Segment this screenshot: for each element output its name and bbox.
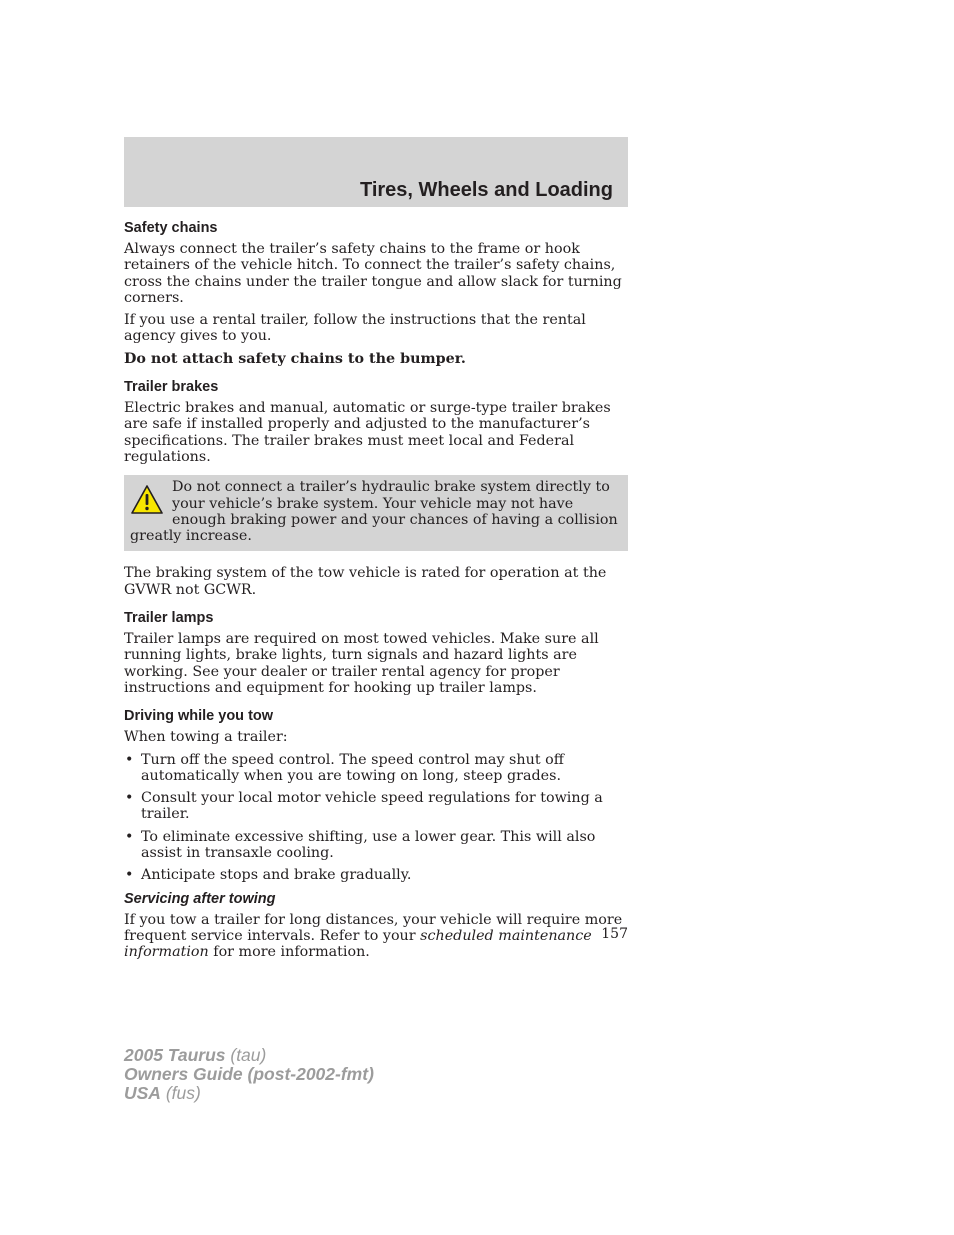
trailer-brakes-paragraph-2: The braking system of the tow vehicle is rated for operation at the GVWR not GCWR. (124, 565, 607, 598)
footer-line-model: 2005 Taurus (tau) (124, 1045, 267, 1065)
driving-while-tow-heading: Driving while you tow (124, 708, 274, 725)
page-title: Tires, Wheels and Loading (359, 179, 613, 201)
towing-tips-list (124, 752, 628, 884)
list-item: • Consult your local motor vehicle speed regulations for towing a trailer. (125, 790, 603, 823)
warning-box (124, 475, 628, 551)
warning-triangle-icon (130, 483, 164, 517)
trailer-lamps-paragraph-1: Trailer lamps are required on most towed vehicles. Make sure all running lights, brake lights, turn signals and hazard lights are working. See your dealer or trailer rental agency for proper instructions and equipment for hooking up trailer lamps. (124, 631, 599, 696)
bullet-icon: • (125, 867, 134, 884)
footer-line-market: USA (fus) (124, 1083, 201, 1103)
safety-chains-heading: Safety chains (124, 220, 218, 236)
page-header (124, 137, 628, 207)
trailer-brakes-paragraph-1: Electric brakes and manual, automatic or surge-type trailer brakes are safe if installed properly and adjusted to the manufacturer’s specifications. The trailer brakes must meet local and Federal regulations. (124, 400, 611, 465)
list-item: • Anticipate stops and brake gradually. (125, 867, 412, 884)
servicing-after-towing-paragraph: If you tow a trailer for long distances, your vehicle will require more frequent service intervals. Refer to your scheduled maintenance information for more information. (124, 911, 623, 961)
safety-chains-paragraph-2: If you use a rental trailer, follow the instructions that the rental agency gives to you. (124, 312, 586, 345)
scheduled-maintenance-reference: scheduled maintenance information (124, 927, 592, 961)
bullet-icon: • (125, 828, 134, 845)
list-item: • To eliminate excessive shifting, use a lower gear. This will also assist in transaxle cooling. (125, 828, 596, 862)
list-item: • Turn off the speed control. The speed control may shut off automatically when you are towing on long, steep grades. (125, 751, 564, 784)
page-content (124, 219, 628, 967)
trailer-lamps-heading: Trailer lamps (124, 610, 214, 627)
bullet-icon: • (125, 790, 134, 807)
driving-while-tow-intro: When towing a trailer: (124, 729, 288, 746)
safety-chains-warning-text: Do not attach safety chains to the bumper. (124, 350, 466, 367)
document-footer (124, 1046, 374, 1103)
safety-chains-paragraph-1: Always connect the trailer’s safety chains to the frame or hook retainers of the vehicle hitch. To connect the trailer’s safety chains, cross the chains under the trailer tongue and allow slack for turning corners. (124, 241, 622, 306)
trailer-brakes-heading: Trailer brakes (124, 379, 219, 396)
page-number: 157 (601, 926, 628, 942)
bullet-icon: • (125, 751, 134, 768)
footer-line-guide: Owners Guide (post-2002-fmt) (124, 1064, 374, 1084)
servicing-after-towing-heading: Servicing after towing (124, 890, 276, 907)
warning-text: Do not connect a trailer’s hydraulic brake system directly to your vehicle’s brake system. Your vehicle may not have enough braking power and your chances of having a collision greatly increase. (130, 479, 618, 545)
